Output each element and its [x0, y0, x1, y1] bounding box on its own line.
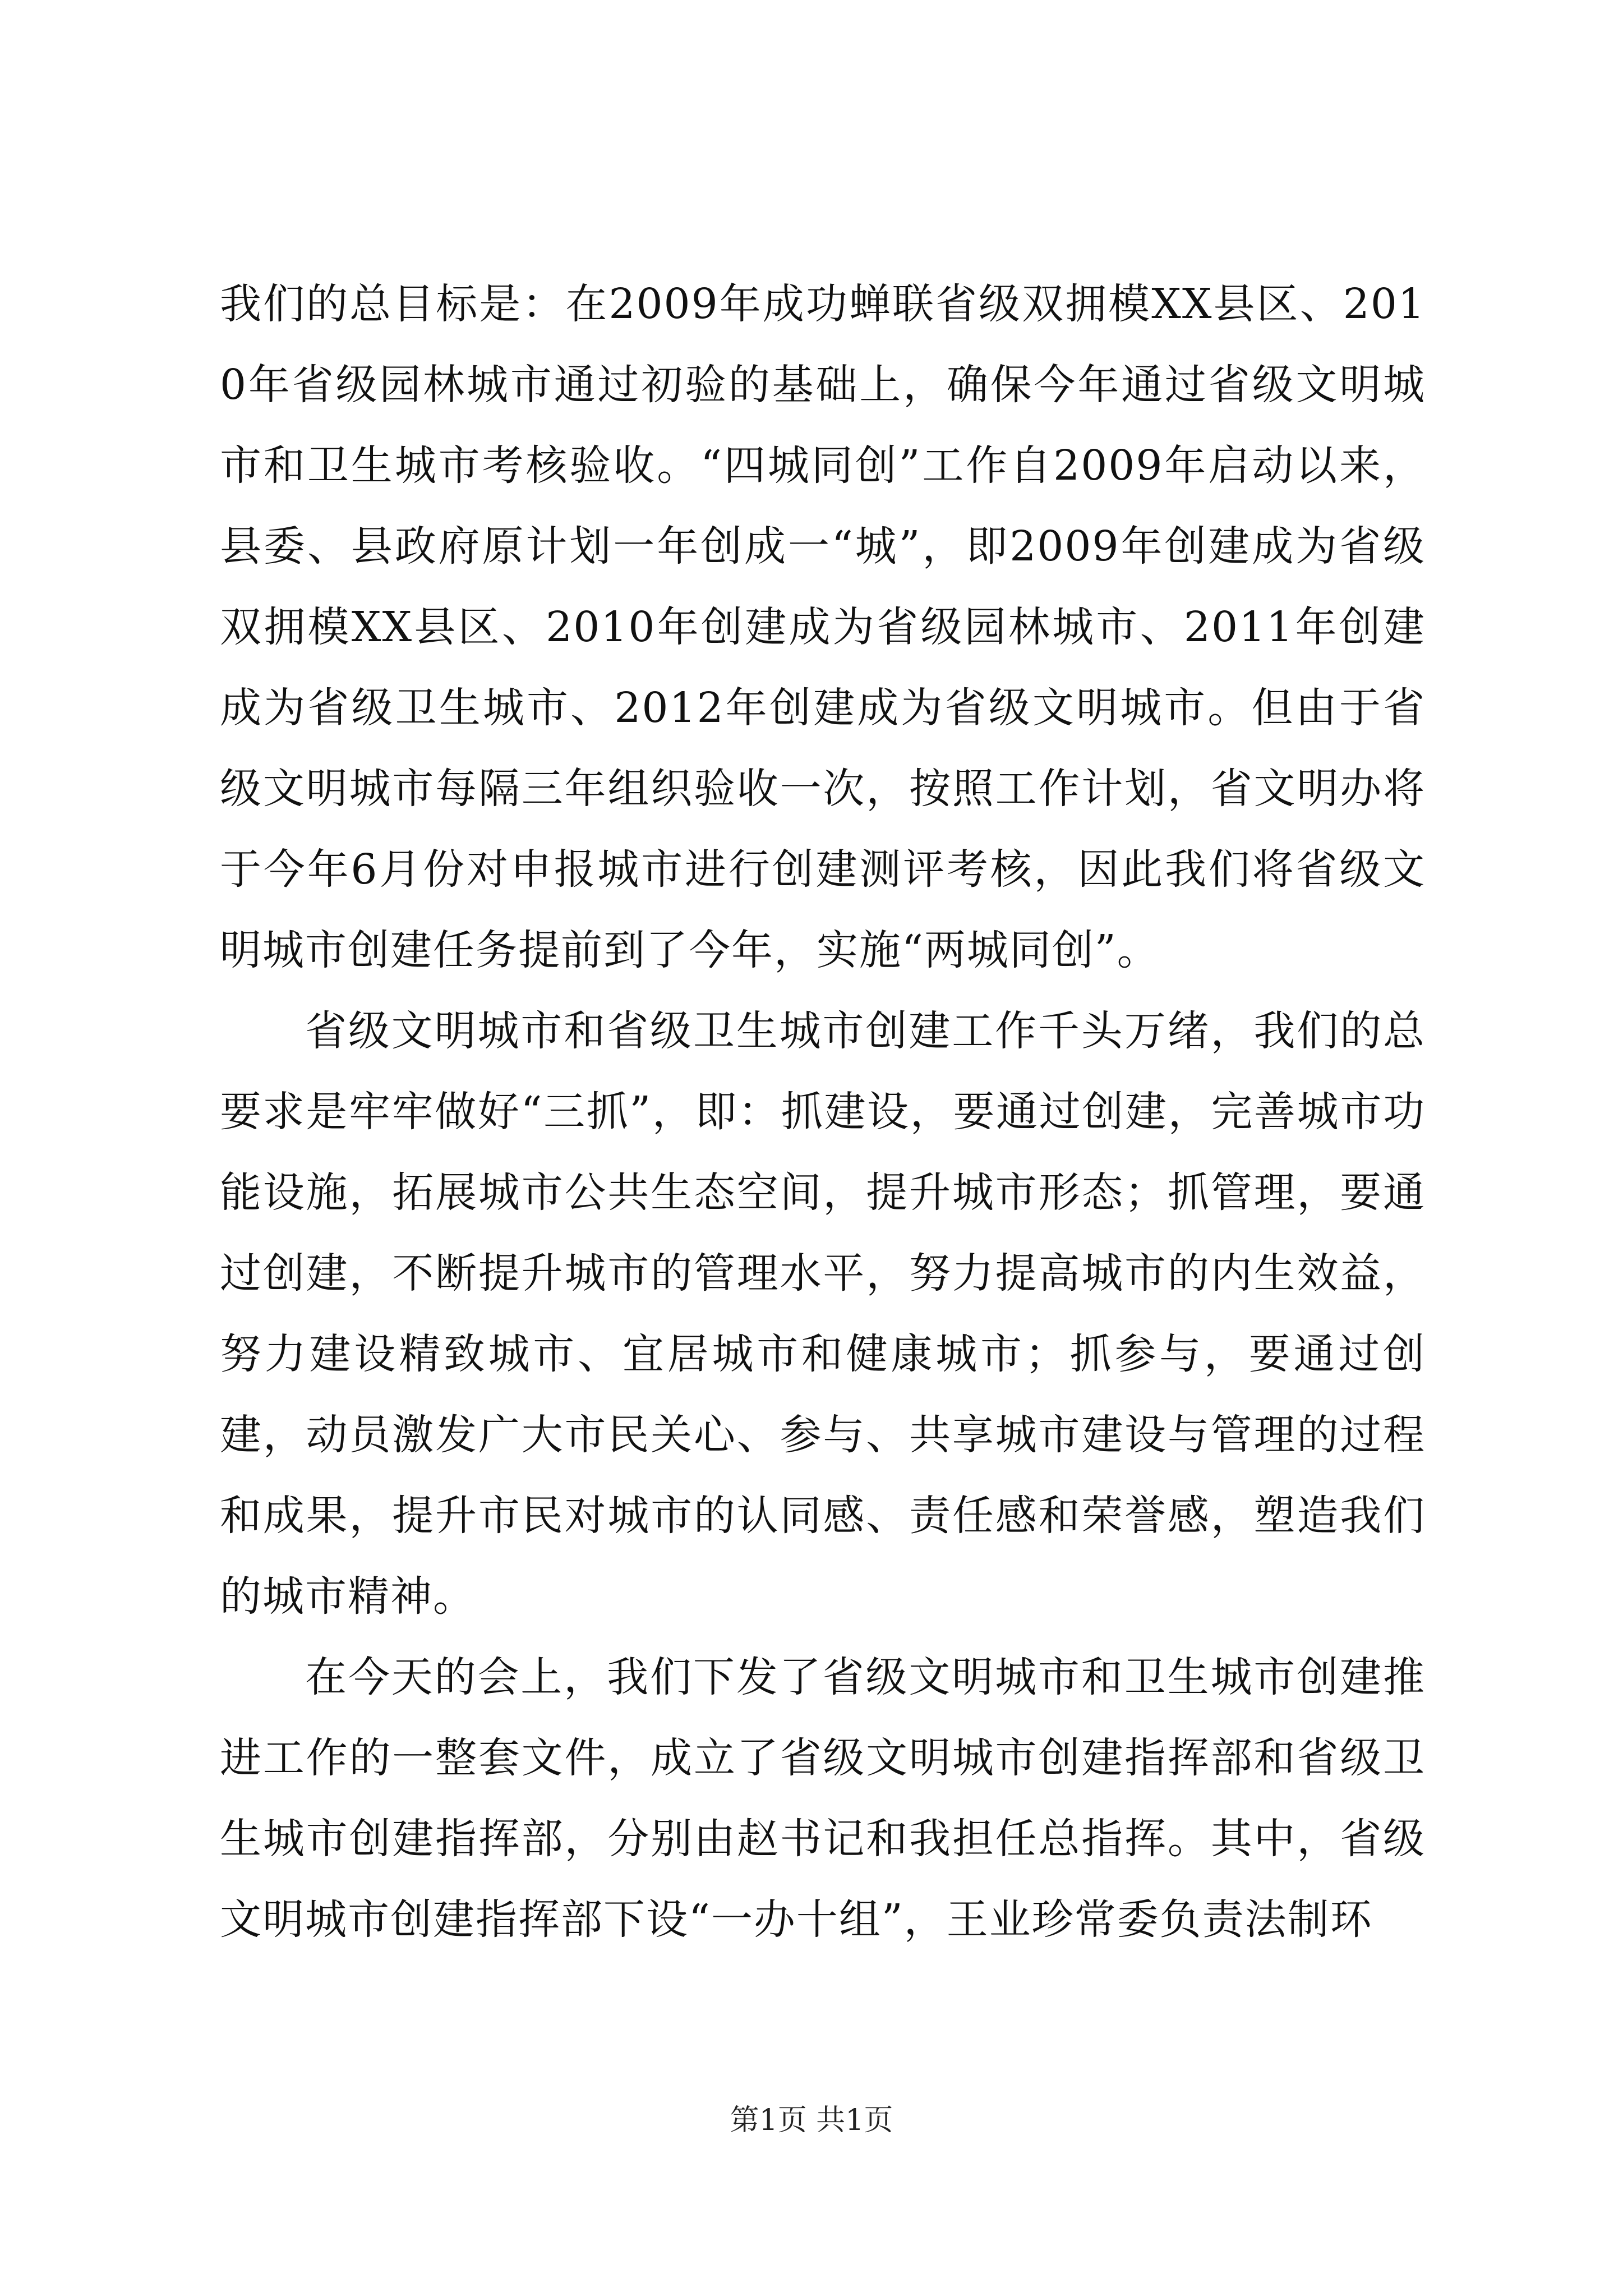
page-footer: 第1页 共1页 [730, 2104, 893, 2137]
paragraph-3: 在今天的会上，我们下发了省级文明城市和卫生城市创建推进工作的一整套文件，成立了省级文明城市创建指挥部和省级卫生城市创建指挥部，分别由赵书记和我担任总指挥。其中，省级文明城市创建指挥部下设“一办十组”，王业珍常委负责法制环 [220, 1653, 1426, 1944]
paragraph-2: 省级文明城市和省级卫生城市创建工作千头万绪，我们的总要求是牢牢做好“三抓”，即：抓建设，要通过创建，完善城市功能设施，拓展城市公共生态空间，提升城市形态；抓管理，要通过创建，不断提升城市的管理水平，努力提高城市的内生效益，努力建设精致城市、宜居城市和健康城市；抓参与，要通过创建，动员激发广大市民关心、参与、共享城市建设与管理的过程和成果，提升市民对城市的认同感、责任感和荣誉感，塑造我们的城市精神。 [220, 1007, 1426, 1621]
document-body [220, 264, 1426, 1960]
paragraph-1: 我们的总目标是：在2009年成功蝉联省级双拥模XX县区、2010年省级园林城市通过初验的基础上，确保今年通过省级文明城市和卫生城市考核验收。“四城同创”工作自2009年启动以来，县委、县政府原计划一年创成一“城”，即2009年创建成为省级双拥模XX县区、2010年创建成为省级园林城市、2011年创建成为省级卫生城市、2012年创建成为省级文明城市。但由于省级文明城市每隔三年组织验收一次，按照工作计划，省文明办将于今年6月份对申报城市进行创建测评考核，因此我们将省级文明城市创建任务提前到了今年，实施“两城同创”。 [220, 280, 1426, 974]
